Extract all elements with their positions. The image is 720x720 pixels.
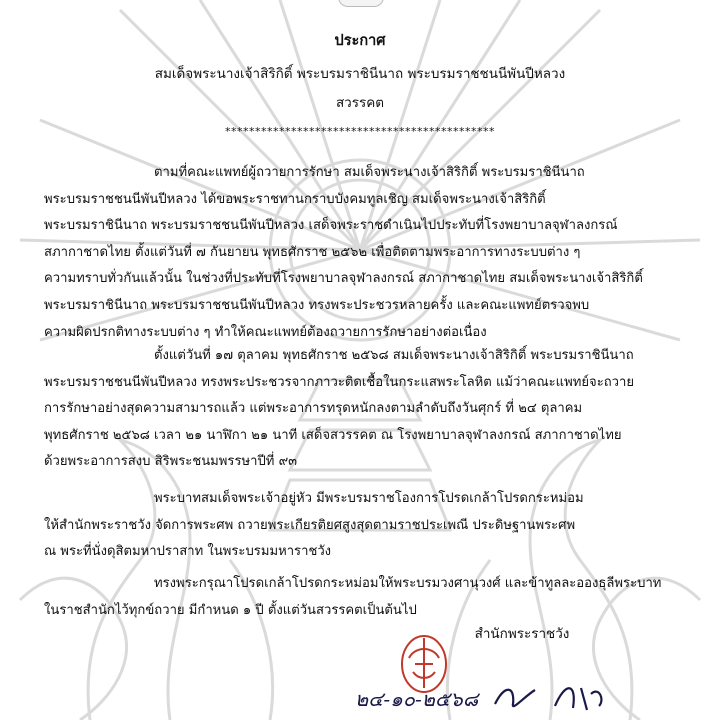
issuing-office: สำนักพระราชวัง xyxy=(474,626,570,642)
paragraph-3 xyxy=(44,486,682,566)
paragraph-line: พระบรมราชินีนาถ พระบรมราชชนนีพันปีหลวง ทรงพระประชวรหลายครั้ง และคณะแพทย์ตรวจพบ xyxy=(44,297,590,313)
paragraph-line: ในราชสำนักไว้ทุกข์ถวาย มีกำหนด ๑ ปี ตั้งแต่วันสวรรคตเป็นต้นไป xyxy=(44,602,417,618)
paragraph-2 xyxy=(44,343,682,476)
document-title: ประกาศ xyxy=(334,33,386,49)
paragraph-line: ณ พระที่นั่งดุสิตมหาปราสาท ในพระบรมมหาราชวัง xyxy=(44,544,332,560)
document-subtitle-line-2: สวรรคต xyxy=(335,95,385,111)
paragraph-1 xyxy=(44,160,682,346)
paragraph-line: ความผิดปรกติทางระบบต่าง ๆ ทำให้คณะแพทย์ต้องถวายการรักษาอย่างต่อเนื่อง xyxy=(44,324,487,340)
document-subtitle-line-1: สมเด็จพระนางเจ้าสิริกิติ์ พระบรมราชินีนาถ พระบรมราชชนนีพันปีหลวง xyxy=(154,66,566,82)
paragraph-line: พระบรมราชชนนีพันปีหลวง ทรงพระประชวรจากภาวะติดเชื้อในกระแสพระโลหิต แม้ว่าคณะแพทย์จะถวาย xyxy=(44,374,635,390)
paragraph-line: ความทราบทั่วกันแล้วนั้น ในช่วงที่ประทับที่โรงพยาบาลจุฬาลงกรณ์ สภากาชาดไทย สมเด็จพระนางเจ้าสิริกิติ์ xyxy=(44,271,643,287)
handwritten-signature xyxy=(355,676,615,716)
paragraph-line: ทรงพระกรุณาโปรดเกล้าโปรดกระหม่อมให้พระบรมวงศานุวงศ์ และข้าทูลละอองธุลีพระบาท xyxy=(154,576,662,591)
paragraph-line: ตามที่คณะแพทย์ผู้ถวายการรักษา สมเด็จพระนางเจ้าสิริกิติ์ พระบรมราชินีนาถ xyxy=(154,165,585,180)
paragraph-line: พระบรมราชชนนีพันปีหลวง ได้ขอพระราชทานกราบบังคมทูลเชิญ สมเด็จพระนางเจ้าสิริกิติ์ xyxy=(44,191,546,207)
paragraph-line: พุทธศักราช ๒๕๖๘ เวลา ๒๑ นาฬิกา ๒๑ นาที เสด็จสวรรคต ณ โรงพยาบาลจุฬาลงกรณ์ สภากาชาดไทย xyxy=(44,427,622,443)
paragraph-line: สภากาชาดไทย ตั้งแต่วันที่ ๗ กันยายน พุทธศักราช ๒๕๖๒ เพื่อติดตามพระอาการทางระบบต่าง ๆ xyxy=(44,244,581,260)
paragraph-line: ตั้งแต่วันที่ ๑๗ ตุลาคม พุทธศักราช ๒๕๖๘ สมเด็จพระนางเจ้าสิริกิติ์ พระบรมราชินีนาถ xyxy=(154,348,634,363)
paragraph-line: พระบาทสมเด็จพระเจ้าอยู่หัว มีพระบรมราชโองการโปรดเกล้าโปรดกระหม่อม xyxy=(154,491,584,506)
paragraph-line: พระบรมราชินีนาถ พระบรมราชชนนีพันปีหลวง เสด็จพระราชดำเนินไปประทับที่โรงพยาบาลจุฬาลงกรณ์ xyxy=(44,218,618,234)
crest-top-emblem xyxy=(338,0,384,7)
paragraph-line: ให้สำนักพระราชวัง จัดการพระศพ ถวายพระเกียรติยศสูงสุดตามราชประเพณี ประดิษฐานพระศพ xyxy=(44,517,576,533)
separator-line: ********************************************* xyxy=(225,125,495,138)
handwritten-date: ๒๔-๑๐-๒๕๖๘ xyxy=(355,687,479,711)
paragraph-4 xyxy=(44,571,682,624)
paragraph-line: ด้วยพระอาการสงบ สิริพระชนมพรรษาปีที่ ๙๓ xyxy=(44,454,298,470)
paragraph-line: การรักษาอย่างสุดความสามารถแล้ว แต่พระอาการทรุดหนักลงตามลำดับถึงวันศุกร์ ที่ ๒๔ ตุลาคม xyxy=(44,401,583,417)
